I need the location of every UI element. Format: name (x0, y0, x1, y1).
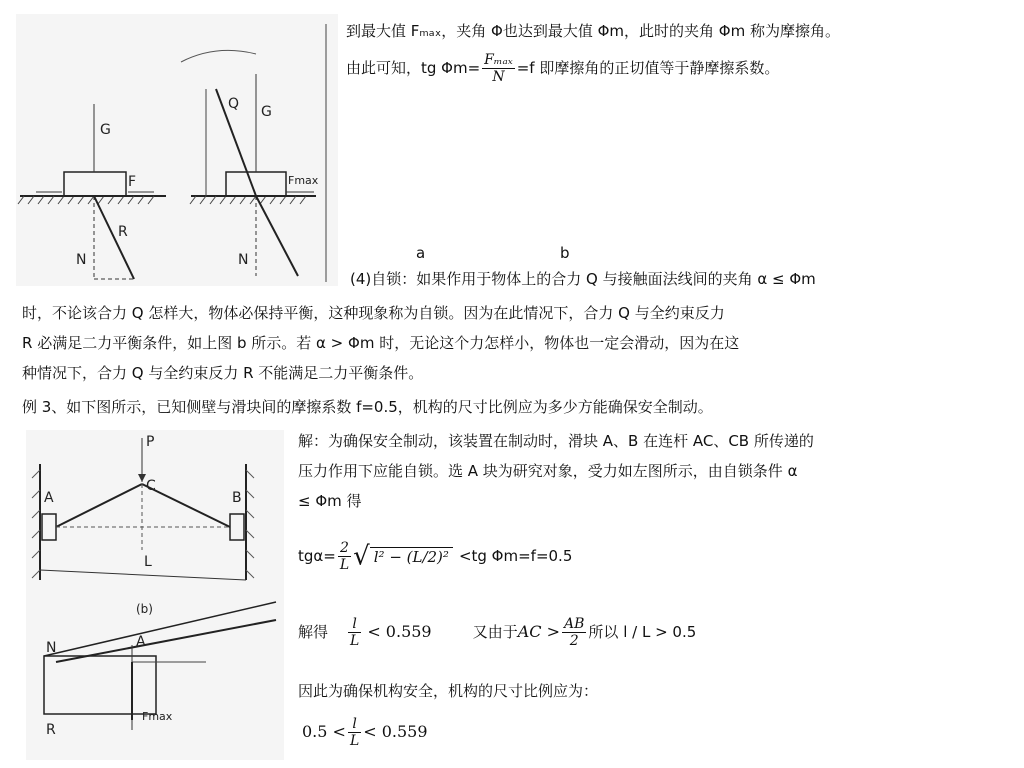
label-G-b: G (261, 104, 272, 120)
eq2-label: 解得 (298, 623, 329, 641)
eq2-rhs: < 0.559 (367, 622, 432, 641)
tangent-suffix: =f 即摩擦角的正切值等于静摩擦系数。 (516, 59, 780, 77)
label-G-a: G (100, 122, 111, 138)
tangent-equation (346, 52, 779, 85)
frac-num: Fₘₐₓ (484, 52, 513, 68)
eq2b-fraction (562, 616, 586, 649)
label-Fmax-b: Fmax (288, 174, 319, 187)
eq2-den: L (350, 633, 360, 649)
eq2-fraction (348, 616, 361, 649)
example-3: 例 3、如下图所示，已知侧壁与滑块间的摩擦系数 f=0.5，机构的尺寸比例应为多少方能确保安全制动。 (22, 398, 713, 416)
para4-line-1: (4)自锁：如果作用于物体上的合力 Q 与接触面法线间的夹角 α ≤ Φm (350, 270, 816, 288)
eq1-prefix: tgα= (298, 547, 336, 565)
eq1-frac-num: 2 (338, 540, 351, 557)
eq2b-den: 2 (569, 633, 579, 649)
friction-angle-figure (16, 14, 338, 286)
label-C: C (146, 478, 156, 494)
eq1-frac-den: L (339, 557, 350, 573)
conclusion-line: 因此为确保机构安全，机构的尺寸比例应为： (298, 682, 599, 700)
final-ratio-equation (302, 716, 428, 749)
para4-line-4: 种情况下，合力 Q 与全约束反力 R 不能满足二力平衡条件。 (22, 364, 424, 382)
eq2b-lhs: AC > (517, 622, 561, 641)
friction-angle-svg (16, 14, 338, 286)
label-Q-b: Q (228, 96, 240, 112)
frac-den: N (492, 69, 505, 85)
fmax-over-n-fraction (482, 52, 515, 85)
eq2b-prefix: 又由于 (472, 623, 518, 641)
eq4-den: L (349, 733, 360, 749)
figure-label-b: b (560, 244, 570, 262)
eq2b-suffix: 所以 l / L > 0.5 (588, 623, 697, 641)
eq1-suffix: <tg Φm=f=0.5 (458, 547, 573, 565)
label-N-fbd: N (46, 640, 57, 656)
eq1-fraction (338, 540, 351, 573)
tangent-prefix: 由此可知，tg Φm= (346, 59, 481, 77)
para4-line-2: 时，不论该合力 Q 怎样大，物体必保持平衡，这种现象称为自锁。因为在此情况下，合力 Q 与全约束反力 (22, 304, 725, 322)
label-L: L (144, 554, 152, 570)
label-R-a: R (118, 224, 128, 240)
equation-result (298, 616, 696, 649)
label-R-fbd: R (46, 722, 56, 738)
label-F-a: F (128, 174, 137, 190)
label-B: B (232, 490, 242, 506)
para4-line-3: R 必满足二力平衡条件，如上图 b 所示。若 α > Φm 时，无论这个力怎样小，物体也一定会滑动，因为在这 (22, 334, 740, 352)
eq4-fraction (348, 716, 361, 749)
eq4-rhs: < 0.559 (363, 722, 428, 741)
label-P: P (146, 434, 155, 450)
label-caption-b: (b) (136, 602, 153, 616)
eq2-num: l (348, 616, 361, 633)
solution-line-1: 解：为确保安全制动，该装置在制动时，滑块 A、B 在连杆 AC、CB 所传递的 (298, 432, 814, 450)
label-Fmax-fbd: Fmax (142, 710, 173, 723)
eq2b-num: AB (564, 616, 585, 632)
equation-tg-alpha (298, 540, 572, 573)
solution-line-3: ≤ Φm 得 (298, 492, 362, 510)
eq1-root: l² − (L/2)² (370, 547, 453, 566)
label-A-fbd: A (136, 634, 146, 650)
label-A: A (44, 490, 54, 506)
text-line-1: 到最大值 Fₘₐₓ，夹角 Φ也达到最大值 Φm，此时的夹角 Φm 称为摩擦角。 (346, 22, 840, 40)
eq4-num: l (348, 716, 361, 733)
brake-mechanism-figure (26, 430, 284, 760)
sqrt-sign: √ (353, 541, 370, 572)
figure-label-a: a (416, 244, 426, 262)
label-N-b: N (238, 252, 249, 268)
solution-line-2: 压力作用下应能自锁。选 A 块为研究对象，受力如左图所示，由自锁条件 α (298, 462, 798, 480)
label-N-a: N (76, 252, 87, 268)
eq4-lhs: 0.5 < (302, 722, 346, 741)
